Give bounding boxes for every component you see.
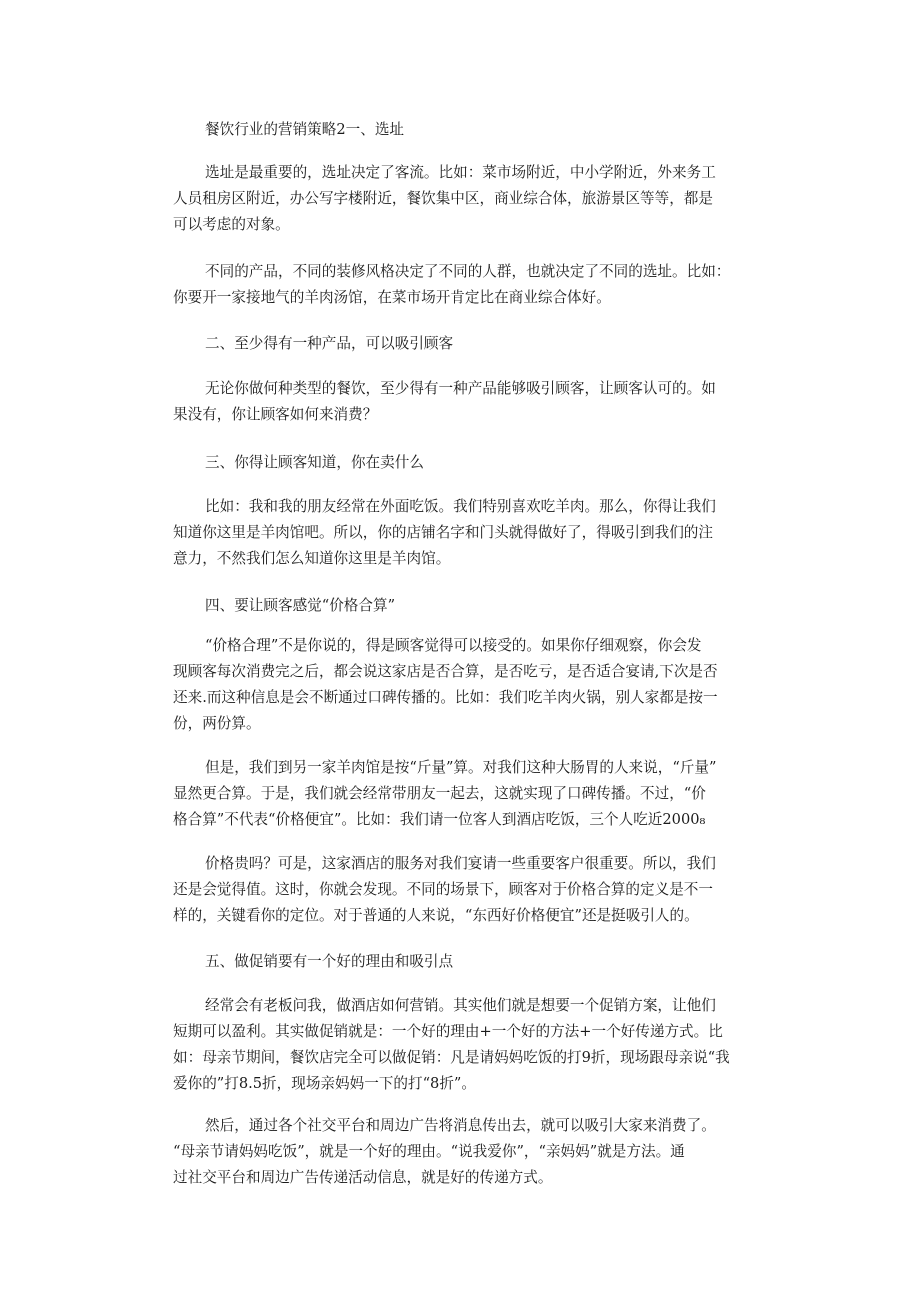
text-line: 可以考虑的对象。 <box>173 216 290 233</box>
text-line: 果没有，你让顾客如何来消费？ <box>173 406 378 423</box>
text-line: 样的，关键看你的定位。对于普通的人来说，“东西好价格便宜”还是挺吸引人的。 <box>173 907 699 924</box>
paragraph-attract-customers <box>173 376 753 428</box>
paragraph-reasonable-price <box>173 633 753 737</box>
paragraph-weight-pricing <box>173 755 753 833</box>
text-line: 价格贵吗？可是，这家酒店的服务对我们宴请一些重要客户很重要。所以，我们 <box>205 855 716 872</box>
title-line: 餐饮行业的营销策略2一、选址 <box>205 121 405 138</box>
text-line: 人员租房区附近，办公写字楼附近，餐饮集中区，商业综合体，旅游景区等等，都是 <box>173 190 713 207</box>
text-line: 短期可以盈利。其实做促销就是：一个好的理由+一个好的方法+一个好传递方式。比 <box>173 1023 723 1040</box>
section-heading-3 <box>173 450 753 476</box>
heading-line: 四、要让顾客感觉“价格合算” <box>205 597 396 614</box>
text-line: 还来.而这种信息是会不断通过口碑传播的。比如：我们吃羊肉火锅，别人家都是按一 <box>173 689 718 706</box>
text-line: 份，两份算。 <box>173 715 261 732</box>
paragraph-promotion <box>173 993 753 1097</box>
text-line: 但是，我们到另一家羊肉馆是按“斤量”算。对我们这种大肠胃的人来说，“斤量” <box>205 759 717 776</box>
paragraph-social-channels <box>173 1113 753 1191</box>
heading-line: 二、至少得有一种产品，可以吸引顾客 <box>205 335 454 352</box>
text-line: “母亲节请妈妈吃饭”，就是一个好的理由。“说我爱你”，“亲妈妈”就是方法。通 <box>173 1143 685 1160</box>
section-heading-4 <box>173 593 753 619</box>
paragraph-site-selection <box>173 160 753 238</box>
section-heading-2 <box>173 331 753 357</box>
text-line: 过社交平台和周边广告传递活动信息，就是好的传递方式。 <box>173 1169 553 1186</box>
text-line: 然后，通过各个社交平台和周边广告将消息传出去，就可以吸引大家来消费了。 <box>205 1117 716 1134</box>
text-line: 知道你这里是羊肉馆吧。所以，你的店铺名字和门头就得做好了，得吸引到我们的注 <box>173 524 713 541</box>
text-line: 现顾客每次消费完之后，都会说这家店是否合算，是否吃亏，是否适合宴请,下次是否 <box>173 663 718 680</box>
section-heading-5 <box>173 949 753 975</box>
text-line: 不同的产品，不同的装修风格决定了不同的人群，也就决定了不同的选址。比如： <box>205 263 731 280</box>
text-line: 无论你做何种类型的餐饮，至少得有一种产品能够吸引顾客，让顾客认可的。如 <box>205 380 716 397</box>
text-line: 比如：我和我的朋友经常在外面吃饭。我们特别喜欢吃羊肉。那么，你得让我们 <box>205 498 716 515</box>
paragraph-expensive-value <box>173 851 753 929</box>
text-line: 如：母亲节期间，餐饮店完全可以做促销：凡是请妈妈吃饭的打9折，现场跟母亲说“我 <box>173 1049 730 1066</box>
text-line: 意力，不然我们怎么知道你这里是羊肉馆。 <box>173 550 451 567</box>
text-line: 爱你的”打8.5折，现场亲妈妈一下的打“8折”。 <box>173 1075 476 1092</box>
heading-line: 五、做促销要有一个好的理由和吸引点 <box>205 953 454 970</box>
paragraph-let-customers-know <box>173 494 753 572</box>
text-line: “价格合理”不是你说的，得是顾客觉得可以接受的。如果你仔细观察，你会发 <box>205 637 702 654</box>
text-line: 选址是最重要的，选址决定了客流。比如：菜市场附近，中小学附近，外来务工 <box>205 164 716 181</box>
text-line: 还是会觉得值。这时，你就会发现。不同的场景下，顾客对于价格合算的定义是不一 <box>173 881 713 898</box>
document-title <box>173 117 753 143</box>
heading-line: 三、你得让顾客知道，你在卖什么 <box>205 454 424 471</box>
paragraph-different-products <box>173 259 753 311</box>
text-line: 经常会有老板问我，做酒店如何营销。其实他们就是想要一个促销方案，让他们 <box>205 997 716 1014</box>
text-line: 显然更合算。于是，我们就会经常带朋友一起去，这就实现了口碑传播。不过，“价 <box>173 785 706 802</box>
text-line: 你要开一家接地气的羊肉汤馆，在菜市场开肯定比在商业综合体好。 <box>173 289 611 306</box>
text-line: 格合算”不代表“价格便宜”。比如：我们请一位客人到酒店吃饭，三个人吃近2000₈ <box>173 811 706 828</box>
